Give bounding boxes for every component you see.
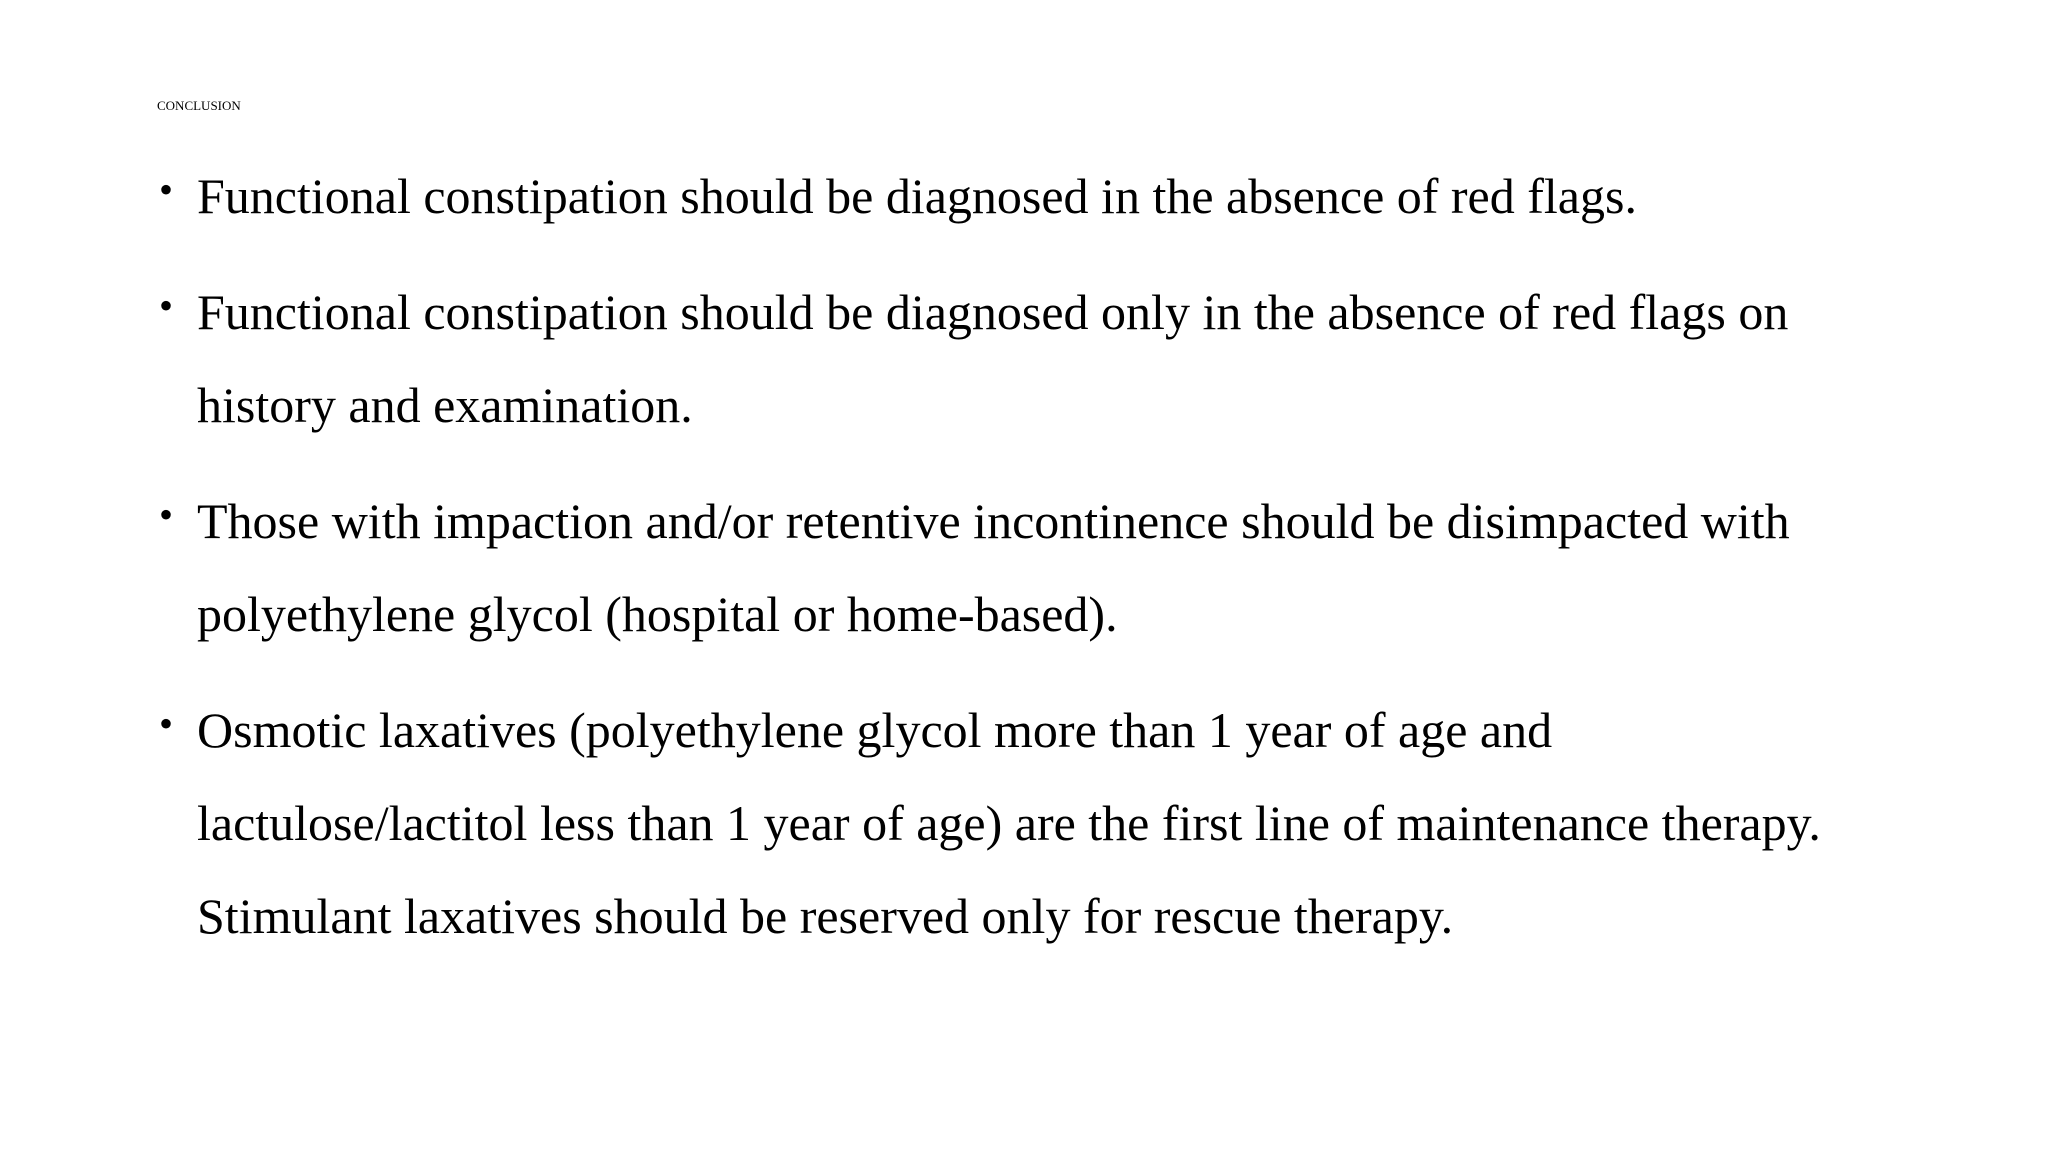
bullet-dot-icon: • [159, 492, 174, 537]
bullet-item [157, 266, 1917, 452]
bullet-item [157, 150, 1917, 243]
bullet-dot-icon: • [159, 283, 174, 328]
bullet-line: history and examination. [197, 377, 693, 433]
bullet-line: Those with impaction and/or retentive incontinence should be disimpacted with [197, 493, 1790, 549]
bullet-item [157, 684, 1917, 963]
bullet-line: lactulose/lactitol less than 1 year of age) are the first line of maintenance therapy. [197, 795, 1821, 851]
bullet-list [157, 150, 1917, 963]
bullet-line: Functional constipation should be diagnosed only in the absence of red flags on [197, 284, 1789, 340]
bullet-item [157, 475, 1917, 661]
slide-title: CONCLUSION [157, 98, 241, 113]
bullet-dot-icon: • [159, 167, 174, 212]
bullet-line: polyethylene glycol (hospital or home-based). [197, 586, 1118, 642]
bullet-line: Stimulant laxatives should be reserved only for rescue therapy. [197, 888, 1454, 944]
bullet-dot-icon: • [159, 701, 174, 746]
bullet-line: Osmotic laxatives (polyethylene glycol more than 1 year of age and [197, 702, 1553, 758]
bullet-line: Functional constipation should be diagnosed in the absence of red flags. [197, 168, 1637, 224]
